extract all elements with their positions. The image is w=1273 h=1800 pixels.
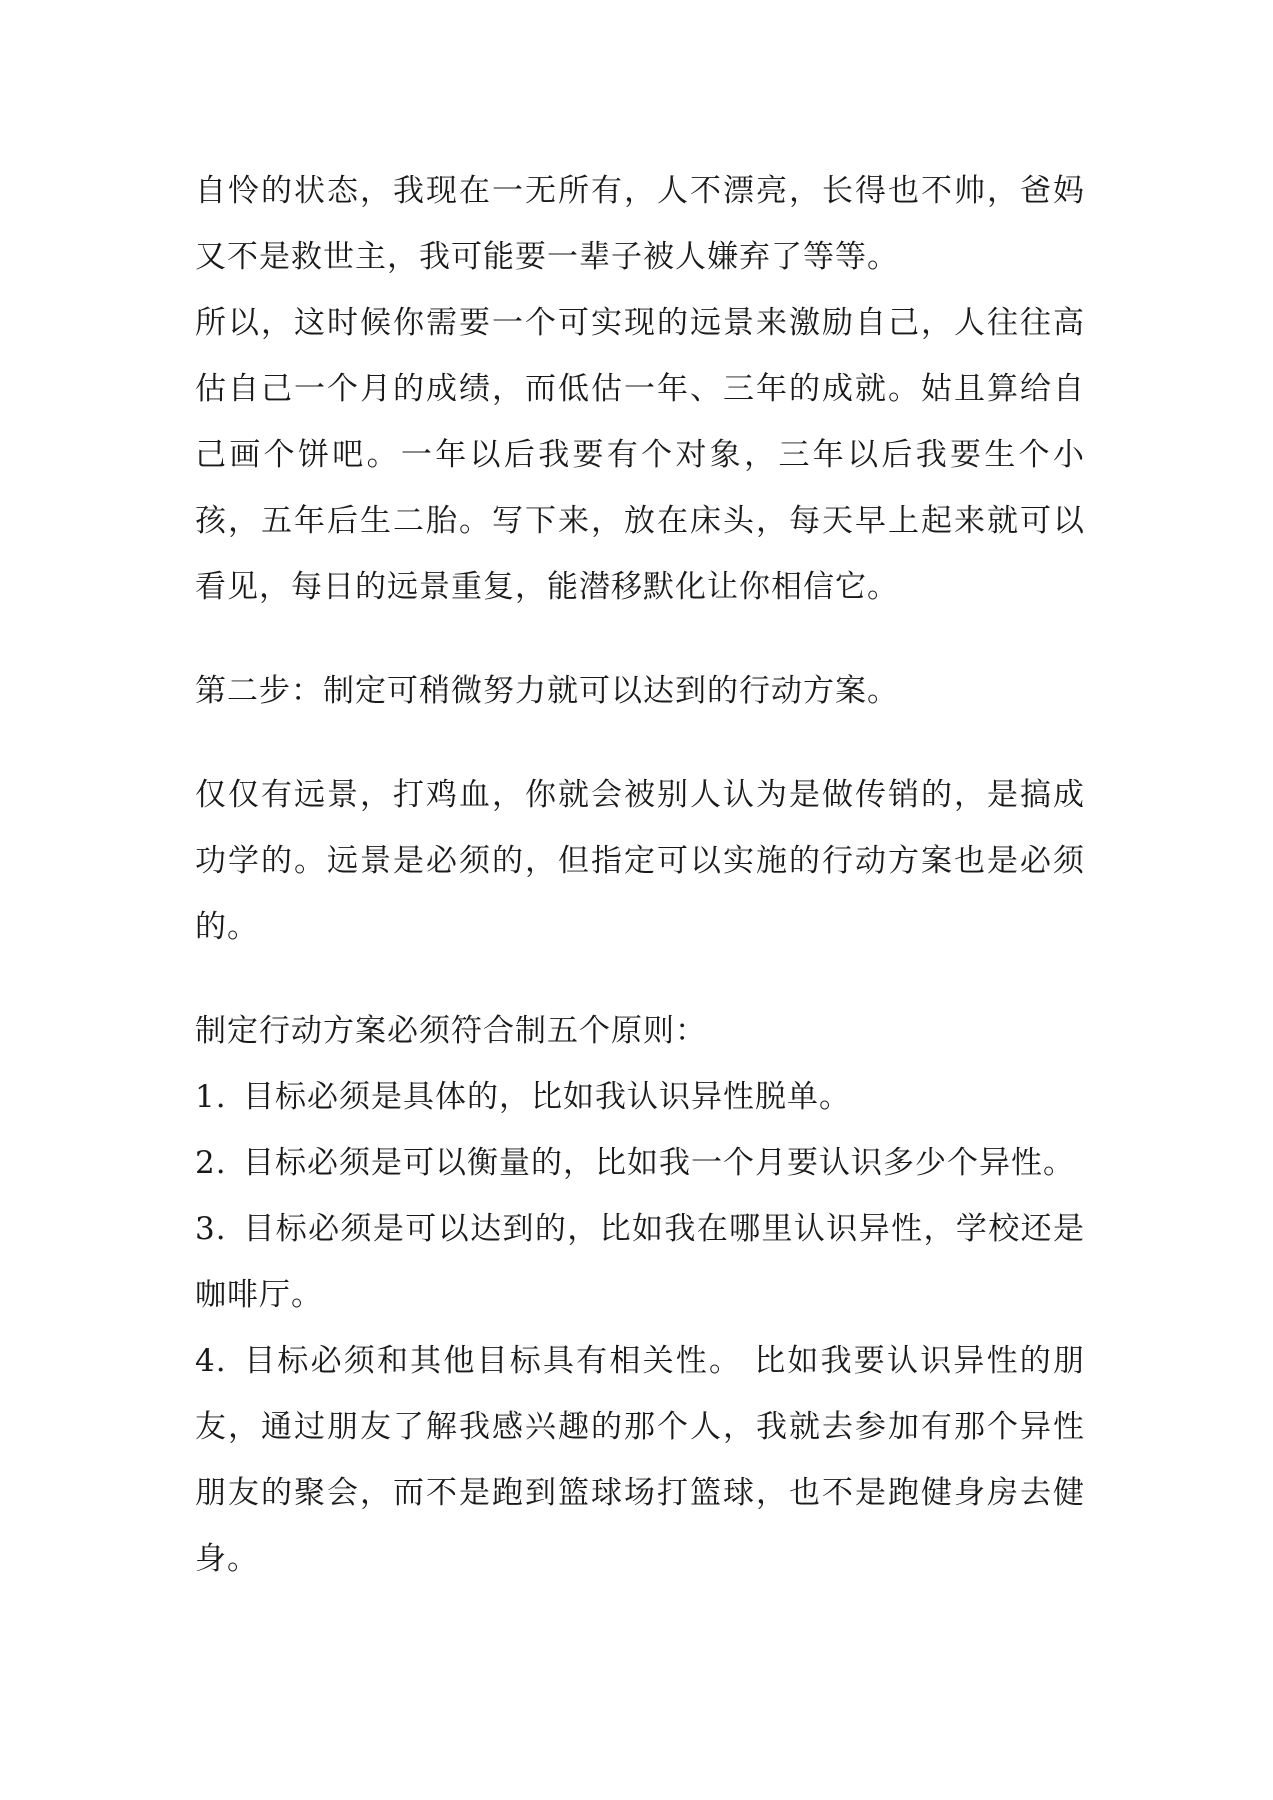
list-item xyxy=(195,1196,1085,1328)
list-text: 目标必须是可以衡量的，比如我一个月要认识多少个异性。 xyxy=(243,1145,1075,1181)
document-body xyxy=(195,158,1085,1592)
list-text: 目标必须是具体的，比如我认识异性脱单。 xyxy=(243,1079,851,1115)
paragraph-vision: 所以，这时候你需要一个可实现的远景来激励自己，人往往高估自己一个月的成绩，而低估一年、三年的成就。姑且算给自己画个饼吧。一年以后我要有个对象，三年以后我要生个小孩，五年后生二胎。写下来，放在床头，每天早上起来就可以看见，每日的远景重复，能潜移默化让你相信它。 xyxy=(195,305,1085,605)
paragraph-principles-intro: 制定行动方案必须符合制五个原则： xyxy=(195,1013,707,1049)
list-item xyxy=(195,1328,1085,1592)
section-heading-step-two: 第二步：制定可稍微努力就可以达到的行动方案。 xyxy=(195,673,899,709)
list-item xyxy=(195,1130,1085,1196)
list-number: 4. xyxy=(195,1343,227,1379)
list-text: 目标必须和其他目标具有相关性。 比如我要认识异性的朋友，通过朋友了解我感兴趣的那个人，我就去参加有那个异性朋友的聚会，而不是跑到篮球场打篮球，也不是跑健身房去健身。 xyxy=(195,1343,1085,1577)
paragraph-self-pity: 自怜的状态，我现在一无所有，人不漂亮，长得也不帅，爸妈又不是救世主，我可能要一辈子被人嫌弃了等等。 xyxy=(195,173,1085,275)
list-item xyxy=(195,1064,1085,1130)
list-text: 目标必须是可以达到的，比如我在哪里认识异性，学校还是咖啡厅。 xyxy=(195,1211,1085,1313)
paragraph-action-plan: 仅仅有远景，打鸡血，你就会被别人认为是做传销的，是搞成功学的。远景是必须的，但指定可以实施的行动方案也是必须的。 xyxy=(195,777,1085,945)
list-number: 1. xyxy=(195,1079,227,1115)
list-number: 2. xyxy=(195,1145,227,1181)
list-number: 3. xyxy=(195,1211,227,1247)
